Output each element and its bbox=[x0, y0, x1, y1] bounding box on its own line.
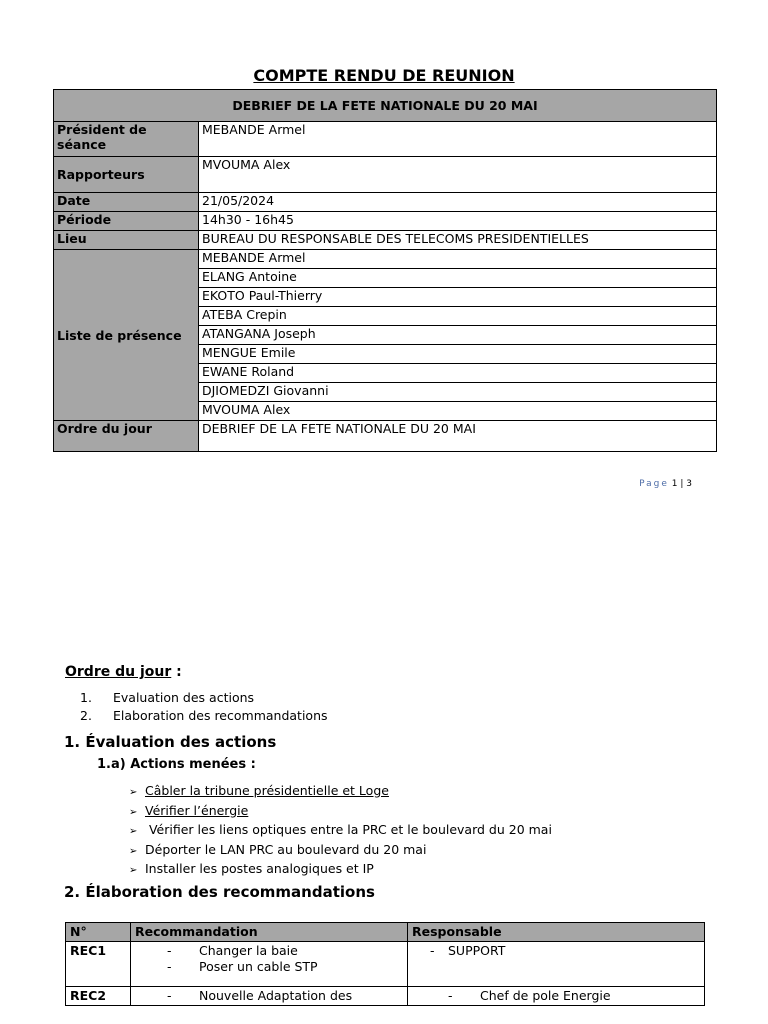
resp-cell bbox=[408, 987, 705, 1006]
rec-cell bbox=[131, 987, 408, 1006]
presence-item: ELANG Antoine bbox=[199, 269, 717, 288]
rec-code: REC2 bbox=[66, 987, 131, 1006]
table-header: DEBRIEF DE LA FETE NATIONALE DU 20 MAI bbox=[54, 90, 717, 122]
table-row bbox=[54, 231, 717, 250]
presence-item: ATEBA Crepin bbox=[199, 307, 717, 326]
list-item-number: 1. bbox=[80, 690, 92, 705]
table-row bbox=[54, 122, 717, 157]
arrow-bullet-icon: ➢ bbox=[129, 826, 138, 838]
list-item bbox=[135, 959, 403, 975]
ordre-label: Ordre du jour bbox=[54, 421, 199, 452]
ordre-value: DEBRIEF DE LA FETE NATIONALE DU 20 MAI bbox=[199, 421, 717, 452]
dash-bullet: - bbox=[167, 943, 172, 958]
agenda-list bbox=[80, 689, 328, 725]
list-item bbox=[129, 821, 552, 841]
rec-code: REC1 bbox=[66, 942, 131, 987]
list-item bbox=[129, 782, 552, 802]
presence-item: ATANGANA Joseph bbox=[199, 326, 717, 345]
action-text: Vérifier les liens optiques entre la PRC et le boulevard du 20 mai bbox=[145, 822, 552, 838]
recommendations-table bbox=[65, 922, 705, 1006]
list-item bbox=[129, 841, 552, 861]
list-item bbox=[80, 689, 328, 707]
table-row bbox=[54, 157, 717, 193]
rapporteurs-label: Rapporteurs bbox=[54, 157, 199, 193]
meeting-info-table bbox=[53, 89, 717, 452]
agenda-heading-colon: : bbox=[171, 664, 182, 680]
rec-text: Nouvelle Adaptation des bbox=[199, 988, 353, 1003]
table-row bbox=[66, 987, 705, 1006]
page-total: 3 bbox=[686, 479, 692, 489]
arrow-bullet-icon: ➢ bbox=[129, 865, 138, 877]
list-item-number: 2. bbox=[80, 708, 92, 723]
dash-bullet: - bbox=[167, 988, 172, 1003]
president-value: MEBANDE Armel bbox=[199, 122, 717, 157]
rec-cell bbox=[131, 942, 408, 987]
table-row bbox=[66, 942, 705, 987]
date-value: 21/05/2024 bbox=[199, 193, 717, 212]
column-header: N° bbox=[66, 923, 131, 942]
resp-text: SUPPORT bbox=[448, 943, 506, 958]
lieu-value: BUREAU DU RESPONSABLE DES TELECOMS PRESIDENTIELLES bbox=[199, 231, 717, 250]
table-row bbox=[54, 421, 717, 452]
list-item-text: Evaluation des actions bbox=[113, 690, 255, 705]
actions-list bbox=[129, 782, 552, 880]
periode-label: Période bbox=[54, 212, 199, 231]
presence-item: MVOUMA Alex bbox=[199, 402, 717, 421]
resp-cell bbox=[408, 942, 705, 987]
presence-item: MENGUE Emile bbox=[199, 345, 717, 364]
rec-text: Changer la baie bbox=[199, 943, 298, 958]
presence-item: EKOTO Paul-Thierry bbox=[199, 288, 717, 307]
section-2-title: 2. Élaboration des recommandations bbox=[64, 883, 375, 901]
rapporteurs-value: MVOUMA Alex bbox=[199, 157, 717, 193]
action-text: Câbler la tribune présidentielle et Loge bbox=[145, 783, 389, 798]
dash-bullet: - bbox=[167, 959, 172, 974]
arrow-bullet-icon: ➢ bbox=[129, 787, 138, 798]
president-label: Président de séance bbox=[54, 122, 199, 157]
arrow-bullet-icon: ➢ bbox=[129, 806, 138, 818]
page-current: 1 bbox=[671, 479, 678, 489]
lieu-label: Lieu bbox=[54, 231, 199, 250]
column-header: Recommandation bbox=[131, 923, 408, 942]
list-item bbox=[80, 707, 328, 725]
document-title: COMPTE RENDU DE REUNION bbox=[253, 66, 515, 85]
table-header-row bbox=[54, 90, 717, 122]
section-1-title: 1. Évaluation des actions bbox=[64, 733, 277, 751]
page-sep: | bbox=[680, 479, 684, 489]
rec-text: Poser un cable STP bbox=[199, 959, 318, 974]
date-label: Date bbox=[54, 193, 199, 212]
agenda-heading bbox=[65, 664, 182, 680]
arrow-bullet-icon: ➢ bbox=[129, 845, 138, 857]
table-header-row bbox=[66, 923, 705, 942]
presence-label: Liste de présence bbox=[54, 250, 199, 421]
page-number bbox=[639, 479, 692, 489]
action-text: Déporter le LAN PRC au boulevard du 20 mai bbox=[145, 841, 427, 857]
table-row bbox=[54, 212, 717, 231]
resp-text: Chef de pole Energie bbox=[480, 988, 611, 1003]
list-item bbox=[129, 802, 552, 822]
table-row bbox=[54, 250, 717, 269]
presence-item: DJIOMEDZI Giovanni bbox=[199, 383, 717, 402]
agenda-heading-text: Ordre du jour bbox=[65, 664, 172, 680]
dash-bullet: - bbox=[430, 943, 435, 958]
presence-item: MEBANDE Armel bbox=[199, 250, 717, 269]
section-1a-title: 1.a) Actions menées : bbox=[97, 757, 256, 772]
action-text: Vérifier l’énergie bbox=[145, 802, 249, 818]
list-item bbox=[129, 860, 552, 880]
list-item bbox=[135, 943, 403, 959]
periode-value: 14h30 - 16h45 bbox=[199, 212, 717, 231]
page-word: Page bbox=[639, 479, 669, 489]
dash-bullet: - bbox=[448, 988, 453, 1003]
table-row bbox=[54, 193, 717, 212]
presence-item: EWANE Roland bbox=[199, 364, 717, 383]
list-item-text: Elaboration des recommandations bbox=[113, 708, 328, 723]
list-item bbox=[135, 988, 403, 1004]
action-text: Installer les postes analogiques et IP bbox=[145, 861, 374, 877]
column-header: Responsable bbox=[408, 923, 705, 942]
